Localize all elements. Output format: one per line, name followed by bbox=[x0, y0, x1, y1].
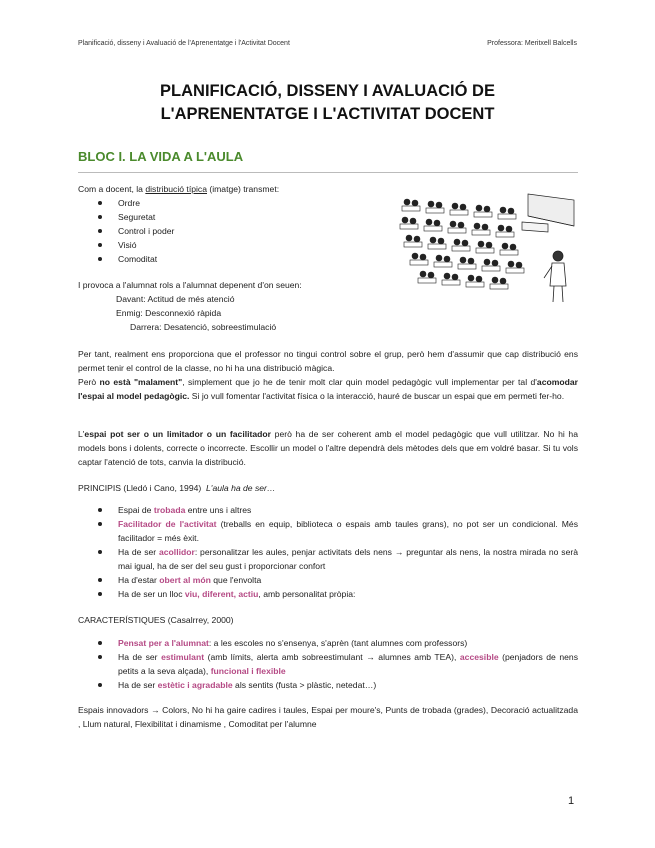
list-item: Ha de ser un lloc viu, diferent, actiu, amb personalitat pròpia: bbox=[78, 587, 578, 601]
paragraph-space bbox=[78, 427, 578, 469]
intro-block bbox=[78, 182, 388, 266]
para1-b1: Però bbox=[78, 377, 100, 387]
roles-intro: I provoca a l'alumnat rols a l'alumnat depenent d'on seuen: bbox=[78, 280, 302, 290]
header-teacher: Professora: Meritxell Balcells bbox=[487, 40, 577, 47]
list-item: Espai de trobada entre uns i altres bbox=[78, 503, 578, 517]
list-item: Pensat per a l'alumnat: a les escoles no s'ensenya, s'aprèn (tant alumnes com professors) bbox=[78, 636, 578, 650]
list-item: Seguretat bbox=[78, 210, 388, 224]
para1-text: Per tant, realment ens proporciona que el professor no tingui control sobre el grup, però hem d'assumir que cap distribució ens permet tenir el control de la classe, no hi ha una distribució màgica. bbox=[78, 349, 578, 373]
list-item: Control i poder bbox=[78, 224, 388, 238]
title-line-1: PLANIFICACIÓ, DISSENY I AVALUACIÓ DE bbox=[160, 82, 495, 100]
list-item: Facilitador de l'activitat (treballs en equip, biblioteca o espais amb taules grans), no pot ser un condicional. Més facilitador = més èxit. bbox=[78, 517, 578, 545]
list-item: Ha de ser acollidor: personalitzar les aules, penjar activitats dels nens → preguntar als nens, la nostra mirada no serà mai igual, ha de ser del seu gust i proporcionar confort bbox=[78, 545, 578, 573]
intro-list bbox=[78, 196, 388, 266]
intro-sentence bbox=[78, 182, 388, 196]
role-davant: Davant: Actitud de més atenció bbox=[116, 294, 235, 304]
caracteristiques-list bbox=[78, 636, 578, 692]
classroom-illustration bbox=[398, 186, 576, 308]
principis-subtitle: L'aula ha de ser… bbox=[206, 483, 276, 493]
roles-block bbox=[78, 278, 398, 334]
paragraph-control bbox=[78, 347, 578, 403]
para2-c: però ha de ser coherent amb el model pedagògic que vull utilitzar. No hi ha models bons i dolents, correcte o incorrecte. Escollir un model o l'altre dependrà dels mètodes dels que em voldré basar. Si tu vols captar l'atenció de tots, canvia la distribució. bbox=[78, 429, 578, 467]
caracteristiques-heading: CARACTERÍSTIQUES (Casalrrey, 2000) bbox=[78, 615, 234, 625]
section-divider bbox=[78, 172, 578, 173]
list-item: Comoditat bbox=[78, 252, 388, 266]
para2-a: L' bbox=[78, 429, 85, 439]
page-number: 1 bbox=[568, 795, 575, 807]
para1-b3: , simplement que jo he de tenir molt clar quin model pedagògic vull implementar per tal d' bbox=[182, 377, 537, 387]
intro-pre: Com a docent, la bbox=[78, 184, 146, 194]
role-enmig: Enmig: Desconnexió ràpida bbox=[116, 308, 222, 318]
list-item: Ha de ser estimulant (amb límits, alerta amb sobreestimulant → alumnes amb TEA), accesible (penjadors de nens petits a la seva alçada), funcional i flexible bbox=[78, 650, 578, 678]
intro-post: (imatge) transmet: bbox=[206, 184, 280, 194]
para1-b5: Si jo vull fomentar l'activitat física o la interacció, hauré de buscar un espai que em permeti fer-ho. bbox=[189, 391, 565, 401]
intro-underlined: distribució típica bbox=[145, 184, 207, 194]
para2-bold: espai pot ser o un limitador o un facilitador bbox=[84, 429, 271, 439]
para1-bold-1: no està "malament" bbox=[99, 377, 183, 387]
header-course-title: Planificació, disseny i Avaluació de l'Aprenentatge i l'Activitat Docent bbox=[78, 40, 290, 47]
principis-title: PRINCIPIS (Lledó i Cano, 1994) bbox=[78, 483, 202, 493]
para1-bold-2: acomodar l'espai al model pedagògic. bbox=[78, 377, 578, 401]
title-line-2: L'APRENENTATGE I L'ACTIVITAT DOCENT bbox=[160, 105, 495, 123]
role-darrera: Darrera: Desatenció, sobreestimulació bbox=[130, 322, 277, 332]
list-item: Ha d'estar obert al món que l'envolta bbox=[78, 573, 578, 587]
espais-innovadors: Espais innovadors → Colors, No hi ha gaire cadires i taules, Espai per moure's, Punts de trobada (grades), Decoració actualitzada , Llum natural, Flexibilitat i dinamisme , Comoditat per l'alumne bbox=[78, 705, 578, 729]
principis-heading bbox=[78, 481, 578, 495]
list-item: Ordre bbox=[78, 196, 388, 210]
page-title bbox=[0, 80, 655, 126]
list-item: Ha de ser estètic i agradable als sentits (fusta > plàstic, netedat…) bbox=[78, 678, 578, 692]
list-item: Visió bbox=[78, 238, 388, 252]
section-heading: BLOC I. LA VIDA A L'AULA bbox=[78, 149, 244, 164]
principis-list bbox=[78, 503, 578, 601]
